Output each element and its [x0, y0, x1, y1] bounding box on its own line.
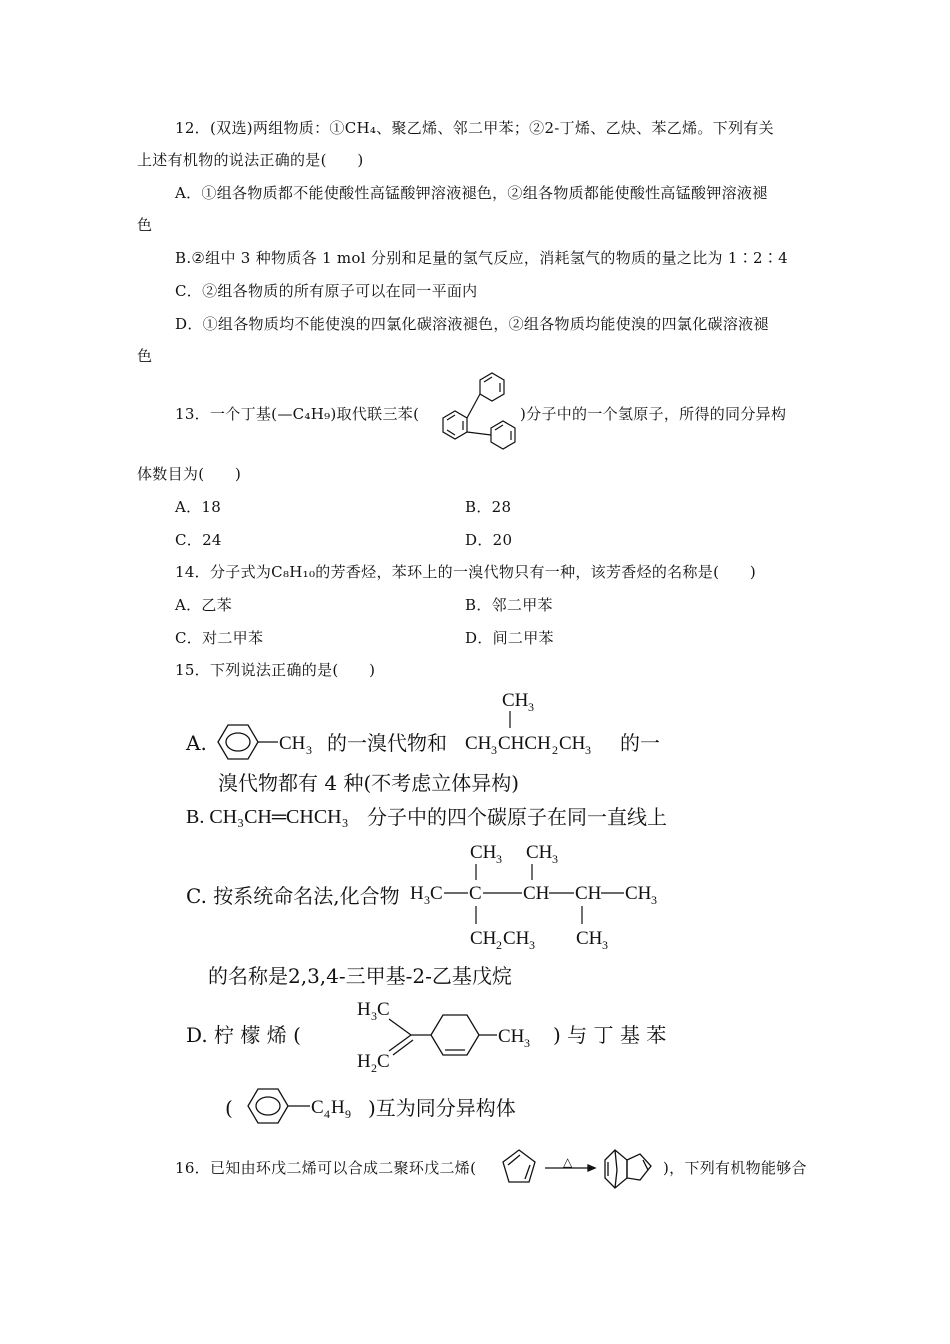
methylbutane-structure-icon	[465, 686, 615, 756]
q15-option-c-line2: 的名称是2,3,4-三甲基-2-乙基戊烷	[208, 964, 512, 988]
q16-stem-post: )，下列有机物能够合	[663, 1159, 807, 1177]
svg-text:CH: CH	[279, 733, 306, 754]
svg-text:3: 3	[496, 852, 502, 866]
svg-text:CHCH: CHCH	[498, 733, 551, 754]
svg-text:3: 3	[529, 938, 535, 952]
limonene-structure-icon	[355, 995, 535, 1075]
svg-text:3: 3	[585, 743, 591, 757]
q12-option-c: C．②组各物质的所有原子可以在同一平面内	[175, 282, 478, 300]
terphenyl-structure-icon	[425, 372, 525, 454]
svg-text:C: C	[377, 1051, 390, 1072]
svg-text:CH: CH	[526, 842, 553, 863]
q12-option-a-line2: 色	[137, 216, 153, 234]
q14-option-a: A．乙苯	[175, 596, 233, 614]
q14-option-c: C．对二甲苯	[175, 629, 264, 647]
svg-text:3: 3	[491, 743, 497, 757]
branched-alkane-structure-icon	[410, 836, 670, 956]
q13-option-d: D．20	[465, 531, 513, 549]
q14-option-b: B．邻二甲苯	[465, 596, 553, 614]
svg-text:H: H	[410, 883, 424, 904]
q16-stem-pre: 16．已知由环戊二烯可以合成二聚环戊二烯(	[175, 1159, 477, 1177]
svg-text:4: 4	[324, 1107, 330, 1121]
cyclopentadiene-dimerization-icon	[495, 1140, 665, 1192]
q12-option-a-line1: A．①组各物质都不能使酸性高锰酸钾溶液褪色，②组各物质都能使酸性高锰酸钾溶液褪	[175, 184, 768, 202]
svg-text:C: C	[311, 1097, 324, 1118]
svg-text:2: 2	[371, 1061, 377, 1075]
q12-line1: 12．(双选)两组物质：①CH₄、聚乙烯、邻二甲苯；②2-丁烯、乙炔、苯乙烯。下列有关	[175, 119, 774, 137]
q14-stem: 14．分子式为C₈H₁₀的芳香烃，苯环上的一溴代物只有一种，该芳香烃的名称是( )	[175, 563, 756, 581]
q15-option-d-text: ) 与 丁 基 苯	[553, 1023, 667, 1047]
q13-stem-post: )分子中的一个氢原子，所得的同分异构	[520, 405, 787, 423]
svg-text:3: 3	[371, 1009, 377, 1023]
svg-text:CH: CH	[503, 928, 530, 949]
svg-text:3: 3	[524, 1036, 530, 1050]
svg-text:3: 3	[552, 852, 558, 866]
toluene-structure-icon	[210, 722, 320, 762]
svg-text:H: H	[331, 1097, 345, 1118]
q15-option-a-text1: 的一溴代物和	[327, 731, 447, 755]
svg-text:CH: CH	[502, 690, 529, 711]
svg-text:CH: CH	[625, 883, 652, 904]
q12-option-d-line1: D．①组各物质均不能使溴的四氯化碳溶液褪色，②组各物质均能使溴的四氯化碳溶液褪	[175, 315, 769, 333]
q15-option-a-text2: 的一	[620, 731, 660, 755]
svg-text:C: C	[377, 999, 390, 1020]
q14-option-d: D．间二甲苯	[465, 629, 554, 647]
q13-stem-pre: 13．一个丁基(—C₄H₉)取代联三苯(	[175, 405, 420, 423]
q13-option-c: C．24	[175, 531, 222, 549]
svg-text:CH: CH	[523, 883, 550, 904]
q15-option-a-line2: 溴代物都有 4 种(不考虑立体异构)	[218, 771, 520, 795]
q15-option-d-open-paren: (	[225, 1096, 233, 1120]
svg-text:C: C	[469, 883, 482, 904]
q15-option-c-label: C. 按系统命名法,化合物	[186, 884, 400, 908]
svg-text:3: 3	[651, 893, 657, 907]
svg-text:2: 2	[496, 938, 502, 952]
svg-text:2: 2	[552, 743, 558, 757]
svg-text:9: 9	[345, 1107, 351, 1121]
svg-text:3: 3	[424, 893, 430, 907]
q15-option-d-line2-text: )互为同分异构体	[368, 1096, 516, 1120]
svg-text:CH: CH	[498, 1026, 525, 1047]
q16-arrow-label: △	[563, 1155, 573, 1169]
svg-text:C: C	[430, 883, 443, 904]
svg-text:H: H	[357, 999, 371, 1020]
q13-option-a: A．18	[175, 498, 222, 516]
q15-option-d-label: D. 柠 檬 烯 (	[186, 1023, 301, 1047]
svg-text:CH: CH	[465, 733, 492, 754]
q13-option-b: B．28	[465, 498, 512, 516]
svg-text:CH: CH	[575, 883, 602, 904]
svg-text:CH: CH	[576, 928, 603, 949]
q12-option-d-line2: 色	[137, 347, 153, 365]
svg-text:CH: CH	[559, 733, 586, 754]
svg-text:CH: CH	[470, 928, 497, 949]
svg-text:3: 3	[602, 938, 608, 952]
q12-option-b: B.②组中 3 种物质各 1 mol 分别和足量的氢气反应，消耗氢气的物质的量之比为 1∶2∶4	[175, 249, 789, 267]
q15-option-b-formula: B. CH₃CH═CHCH₃	[186, 806, 349, 828]
q15-option-b-text: 分子中的四个碳原子在同一直线上	[367, 805, 667, 829]
q13-line2: 体数目为( )	[137, 465, 242, 483]
svg-text:3: 3	[306, 743, 312, 757]
q12-line2: 上述有机物的说法正确的是( )	[137, 151, 364, 169]
q15-stem: 15．下列说法正确的是( )	[175, 661, 376, 679]
butylbenzene-structure-icon	[242, 1086, 372, 1130]
svg-text:CH: CH	[470, 842, 497, 863]
svg-text:3: 3	[528, 700, 534, 714]
q15-option-a-label: A.	[186, 731, 207, 755]
svg-text:H: H	[357, 1051, 371, 1072]
